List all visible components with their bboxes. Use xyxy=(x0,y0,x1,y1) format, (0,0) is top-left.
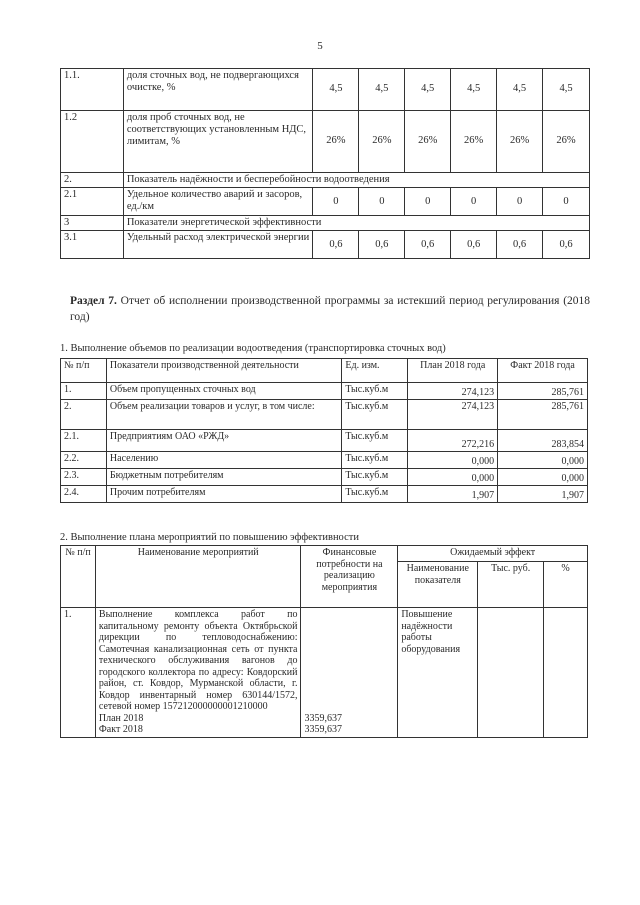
table-2-caption: 2. Выполнение плана мероприятий по повышению эффективности xyxy=(60,532,359,543)
fact-cell: 283,854 xyxy=(498,430,588,452)
value-cell: 4,5 xyxy=(405,69,451,111)
finance-cell xyxy=(301,608,398,738)
section-number: Раздел 7. xyxy=(70,295,117,307)
header-percent: % xyxy=(544,562,588,608)
plan-cell: 0,000 xyxy=(408,452,498,469)
value-cell: 0,6 xyxy=(497,231,543,259)
table-row xyxy=(61,231,590,259)
value-cell: 0,6 xyxy=(543,231,590,259)
header-effect: Ожидаемый эффект xyxy=(398,546,588,562)
row-number: 3 xyxy=(61,216,124,231)
row-label: Бюджетным потребителям xyxy=(106,469,341,486)
value-cell: 26% xyxy=(405,111,451,173)
value-cell: 0,6 xyxy=(359,231,405,259)
value-cell: 26% xyxy=(497,111,543,173)
table-row xyxy=(61,486,588,503)
plan-cell: 274,123 xyxy=(408,400,498,430)
table-row xyxy=(61,69,590,111)
value-cell: 4,5 xyxy=(543,69,590,111)
thousand-rub-cell xyxy=(478,608,544,738)
fact-cell: 1,907 xyxy=(498,486,588,503)
plan-cell: 274,123 xyxy=(408,383,498,400)
value-cell: 26% xyxy=(543,111,590,173)
table-row xyxy=(61,400,588,430)
value-cell: 0 xyxy=(543,188,590,216)
row-label: доля сточных вод, не подвергающихся очистке, % xyxy=(123,69,313,111)
value-cell: 0 xyxy=(359,188,405,216)
header-name: Наименование мероприятий xyxy=(95,546,301,608)
value-cell: 26% xyxy=(451,111,497,173)
value-cell: 0 xyxy=(451,188,497,216)
table-1-caption: 1. Выполнение объемов по реализации водоотведения (транспортировка сточных вод) xyxy=(60,343,446,354)
fact-cell: 285,761 xyxy=(498,400,588,430)
table-header-row xyxy=(61,546,588,562)
plan-cell: 0,000 xyxy=(408,469,498,486)
row-number: 2.1 xyxy=(61,188,124,216)
value-cell: 4,5 xyxy=(313,69,359,111)
fact-value: 3359,637 xyxy=(304,724,342,735)
value-cell: 26% xyxy=(359,111,405,173)
header-cell: Факт 2018 года xyxy=(498,359,588,383)
header-cell: Показатели производственной деятельности xyxy=(106,359,341,383)
section-label: Показатель надёжности и бесперебойности водоотведения xyxy=(123,173,589,188)
unit-cell: Тыс.куб.м xyxy=(342,469,408,486)
table-row xyxy=(61,173,590,188)
percent-cell xyxy=(544,608,588,738)
row-label: Объем реализации товаров и услуг, в том числе: xyxy=(106,400,341,430)
row-label: доля проб сточных вод, не соответствующих установленным НДС, лимитам, % xyxy=(123,111,313,173)
fact-cell: 285,761 xyxy=(498,383,588,400)
row-number: 1.1. xyxy=(61,69,124,111)
value-cell: 4,5 xyxy=(451,69,497,111)
table-row xyxy=(61,383,588,400)
table-row xyxy=(61,111,590,173)
row-number: 2.4. xyxy=(61,486,107,503)
row-label: Удельное количество аварий и засоров, ед./км xyxy=(123,188,313,216)
unit-cell: Тыс.куб.м xyxy=(342,430,408,452)
row-number: 2.3. xyxy=(61,469,107,486)
row-number: 2. xyxy=(61,173,124,188)
value-cell: 4,5 xyxy=(359,69,405,111)
header-cell: План 2018 года xyxy=(408,359,498,383)
section-label: Показатели энергетической эффективности xyxy=(123,216,589,231)
value-cell: 0,6 xyxy=(405,231,451,259)
fact-cell: 0,000 xyxy=(498,452,588,469)
unit-cell: Тыс.куб.м xyxy=(342,400,408,430)
indicator-cell: Повышение надёжности работы оборудования xyxy=(398,608,478,738)
unit-cell: Тыс.куб.м xyxy=(342,383,408,400)
row-label: Объем пропущенных сточных вод xyxy=(106,383,341,400)
measure-cell xyxy=(95,608,301,738)
section-7-heading xyxy=(70,294,590,325)
row-label: Населению xyxy=(106,452,341,469)
unit-cell: Тыс.куб.м xyxy=(342,486,408,503)
value-cell: 0 xyxy=(313,188,359,216)
measures-table xyxy=(60,545,588,738)
plan-cell: 1,907 xyxy=(408,486,498,503)
unit-cell: Тыс.куб.м xyxy=(342,452,408,469)
row-label: Удельный расход электрической энергии xyxy=(123,231,313,259)
table-row xyxy=(61,452,588,469)
table-row xyxy=(61,469,588,486)
table-row xyxy=(61,430,588,452)
row-number: 2. xyxy=(61,400,107,430)
header-cell: Ед. изм. xyxy=(342,359,408,383)
indicators-table xyxy=(60,68,590,259)
value-cell: 0,6 xyxy=(313,231,359,259)
section-title: Отчет об исполнении производственной программы за истекший период регулирования (2018 год) xyxy=(70,295,591,323)
row-label: Прочим потребителям xyxy=(106,486,341,503)
value-cell: 0,6 xyxy=(451,231,497,259)
row-number: 3.1 xyxy=(61,231,124,259)
value-cell: 0 xyxy=(497,188,543,216)
table-row xyxy=(61,216,590,231)
row-number: 1.2 xyxy=(61,111,124,173)
volumes-table xyxy=(60,358,588,503)
header-number: № п/п xyxy=(61,546,96,608)
table-header-row xyxy=(61,359,588,383)
fact-cell: 0,000 xyxy=(498,469,588,486)
row-number: 1. xyxy=(61,608,96,738)
header-cell: № п/п xyxy=(61,359,107,383)
plan-cell: 272,216 xyxy=(408,430,498,452)
row-number: 1. xyxy=(61,383,107,400)
header-finance: Финансовые потребности на реализацию мероприятия xyxy=(301,546,398,608)
header-indicator: Наименование показателя xyxy=(398,562,478,608)
row-label: Предприятиям ОАО «РЖД» xyxy=(106,430,341,452)
fact-label: Факт 2018 xyxy=(98,724,143,735)
table-row xyxy=(61,608,588,738)
value-cell: 0 xyxy=(405,188,451,216)
value-cell: 26% xyxy=(313,111,359,173)
row-number: 2.1. xyxy=(61,430,107,452)
row-number: 2.2. xyxy=(61,452,107,469)
measure-description: Выполнение комплекса работ по капитальному ремонту объекта Октябрьской дирекции по тепловодоснабжению: Самотечная канализационная сеть от пункта технического обслуживания вагонов до городского коллектора по адресу: Ковдорский район, ст. Ковдор, Мурманской области, г. Ковдор инвентарный номер 630144/1572, сетевой номер 157212000000001210000 xyxy=(98,609,298,712)
page-number: 5 xyxy=(317,40,323,52)
plan-value: 3359,637 xyxy=(304,712,342,724)
value-cell: 4,5 xyxy=(497,69,543,111)
table-row xyxy=(61,188,590,216)
plan-label: План 2018 xyxy=(98,712,144,724)
header-thousand-rub: Тыс. руб. xyxy=(478,562,544,608)
